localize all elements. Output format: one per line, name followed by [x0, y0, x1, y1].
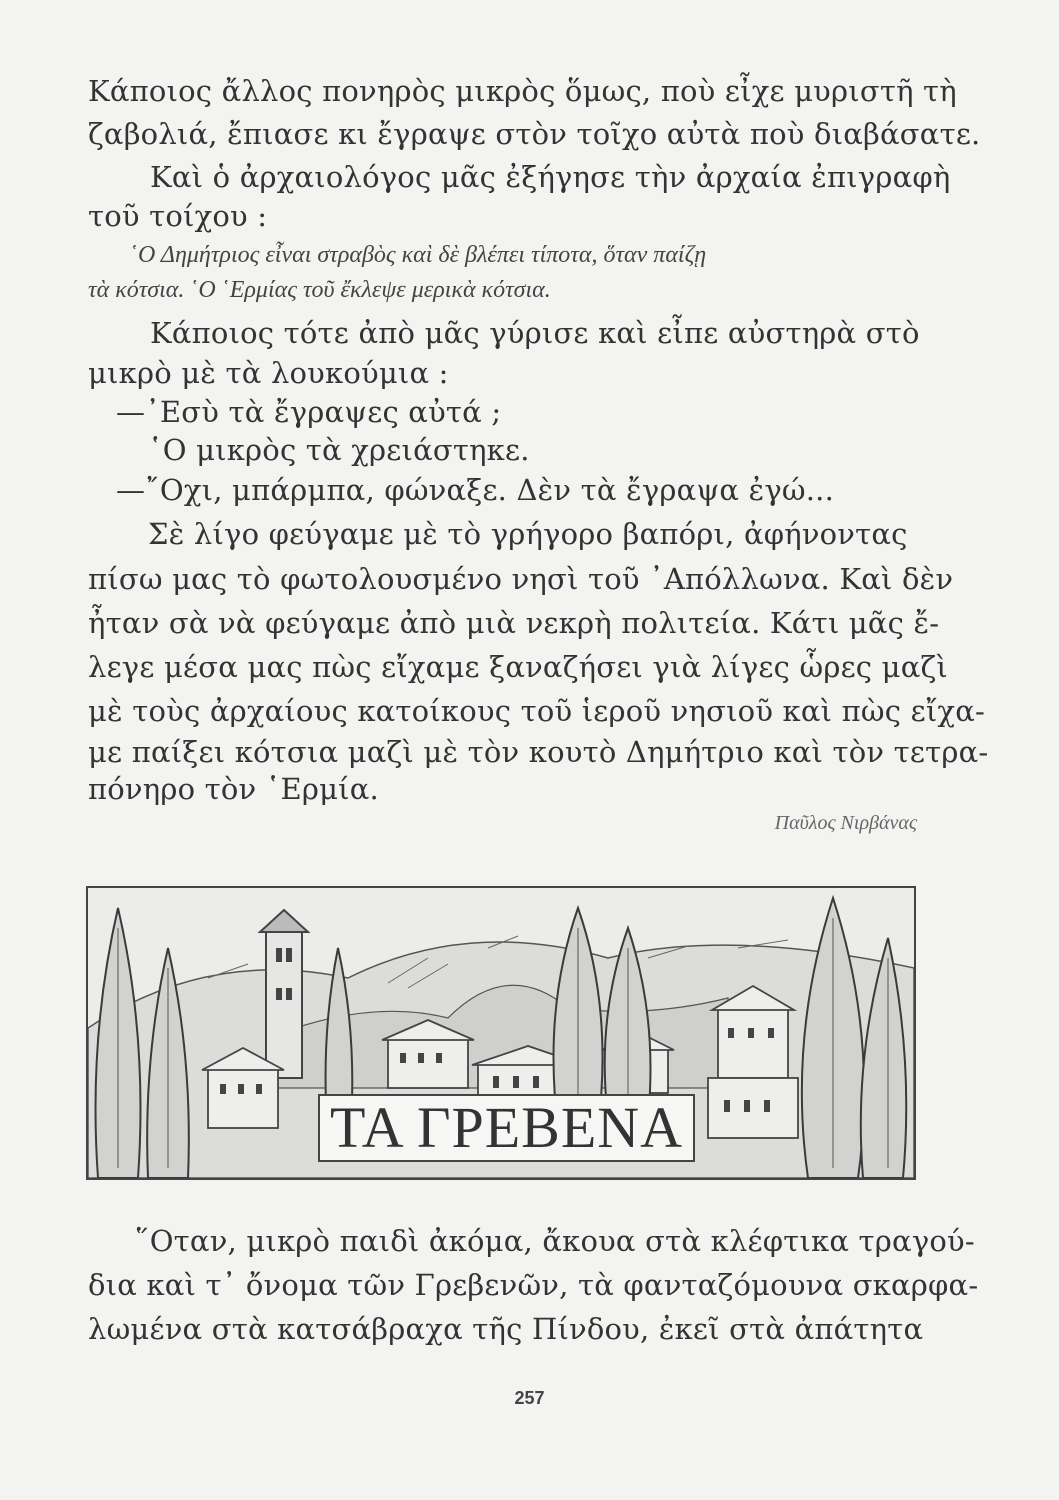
text-line: πίσω μας τὸ φωτολουσμένο νησὶ τοῦ ᾿Απόλλωνα. Καὶ δὲν — [88, 562, 954, 596]
inscription-line: ῾Ο Δημήτριος εἶναι στραβὸς καὶ δὲ βλέπει τίποτα, ὅταν παίζῃ — [130, 242, 707, 268]
dialogue-line: —῎Οχι, μπάρμπα, φώναξε. Δὲν τὰ ἔγραψα ἐγώ... — [116, 473, 834, 507]
banner-title: ΤΑ ΓΡΕΒΕΝΑ — [318, 1094, 695, 1162]
text-line: μὲ τοὺς ἀρχαίους κατοίκους τοῦ ἱεροῦ νησιοῦ καὶ πὼς εἴχα- — [88, 694, 985, 728]
grevena-illustration — [86, 886, 916, 1180]
text-line: τοῦ τοίχου : — [88, 199, 268, 233]
text-line: λωμένα στὰ κατσάβραχα τῆς Πίνδου, ἐκεῖ στὰ ἀπάτητα — [88, 1312, 924, 1346]
text-line: λεγε μέσα μας πὼς εἴχαμε ξαναζήσει γιὰ λίγες ὧρες μαζὶ — [88, 650, 948, 684]
text-line: Κάποιος ἄλλος πονηρὸς μικρὸς ὅμως, ποὺ εἶχε μυριστῆ τὴ — [88, 74, 957, 108]
author-signature: Παῦλος Νιρβάνας — [774, 812, 917, 834]
dialogue-line: —᾿Εσὺ τὰ ἔγραψες αὐτά ; — [116, 395, 502, 429]
text-line: ζαβολιά, ἔπιασε κι ἔγραψε στὸν τοῖχο αὐτὰ ποὺ διαβάσατε. — [88, 117, 981, 151]
text-line: πόνηρο τὸν ῾Ερμία. — [88, 772, 379, 806]
text-line: Κάποιος τότε ἀπὸ μᾶς γύρισε καὶ εἶπε αὐστηρὰ στὸ — [150, 316, 920, 350]
inscription-line: τὰ κότσια. ῾Ο ῾Ερμίας τοῦ ἔκλεψε μερικὰ κότσια. — [88, 277, 551, 303]
text-line: μικρὸ μὲ τὰ λουκούμια : — [88, 356, 449, 390]
text-line: ῾Ο μικρὸς τὰ χρειάστηκε. — [148, 433, 530, 467]
text-line: Σὲ λίγο φεύγαμε μὲ τὸ γρήγορο βαπόρι, ἀφήνοντας — [148, 517, 908, 551]
text-line: ἦταν σὰ νὰ φεύγαμε ἀπὸ μιὰ νεκρὴ πολιτεία. Κάτι μᾶς ἔ- — [88, 606, 940, 640]
page-number: 257 — [514, 1388, 545, 1408]
text-line: με παίξει κότσια μαζὶ μὲ τὸν κουτὸ Δημήτριο καὶ τὸν τετρα- — [88, 735, 989, 769]
text-line: Καὶ ὁ ἀρχαιολόγος μᾶς ἐξήγησε τὴν ἀρχαία ἐπιγραφὴ — [150, 160, 951, 194]
text-line: δια καὶ τ᾿ ὄνομα τῶν Γρεβενῶν, τὰ φανταζόμουνα σκαρφα- — [88, 1268, 979, 1302]
text-line: ῞Οταν, μικρὸ παιδὶ ἀκόμα, ἄκουα στὰ κλέφτικα τραγού- — [135, 1224, 975, 1258]
